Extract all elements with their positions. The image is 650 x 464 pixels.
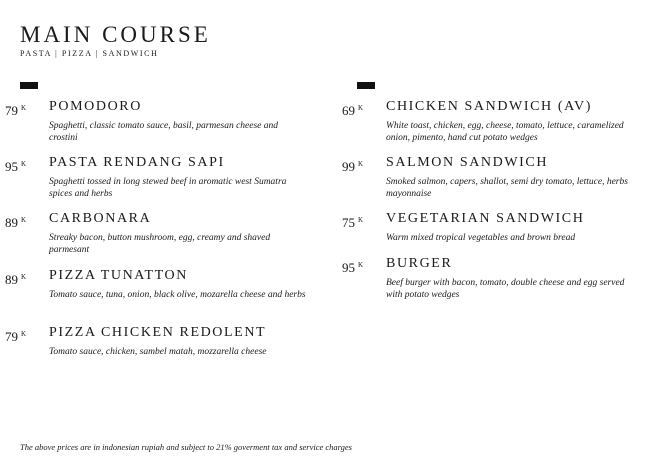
menu-item <box>342 154 650 210</box>
item-name: PIZZA CHICKEN REDOLENT <box>49 325 267 340</box>
menu-item <box>5 210 329 267</box>
item-description: Streaky bacon, button mushroom, egg, creamy and shaved parmesant <box>49 233 271 255</box>
item-name: CHICKEN SANDWICH (AV) <box>386 99 593 114</box>
item-price: 79 $^K$ <box>5 329 27 344</box>
item-name: CARBONARA <box>49 211 152 226</box>
item-description: Spaghetti tossed in long stewed beef in aromatic west Sumatra spices and herbs <box>49 177 287 199</box>
item-name: PASTA RENDANG SAPI <box>49 155 225 170</box>
item-price: 89 $^K$ <box>5 215 27 230</box>
right-column <box>342 98 650 311</box>
right-column-marker <box>357 82 375 89</box>
item-price: 79 $^K$ <box>5 103 27 118</box>
price-footnote: The above prices are in indonesian rupiah and subject to 21% goverment tax and service charges <box>20 442 352 452</box>
item-price: 75 $^K$ <box>342 215 364 230</box>
item-name: PIZZA TUNATTON <box>49 268 188 283</box>
item-name: VEGETARIAN SANDWICH <box>386 211 585 226</box>
menu-item <box>342 255 650 311</box>
item-description: Beef burger with bacon, tomato, double cheese and egg served with potato wedges <box>386 278 625 300</box>
menu-item <box>342 98 650 154</box>
item-description: Spaghetti, classic tomato sauce, basil, parmesan cheese and crostini <box>49 121 279 143</box>
item-price: 95 $^K$ <box>342 260 364 275</box>
menu-title: MAIN COURSE <box>20 22 211 47</box>
item-price: 89 $^K$ <box>5 272 27 287</box>
menu-item <box>5 267 329 324</box>
menu-item <box>5 154 329 210</box>
menu-item <box>342 210 650 255</box>
item-description: Smoked salmon, capers, shallot, semi dry tomato, lettuce, herbs mayonnaise <box>386 177 628 199</box>
item-description: Tomato sauce, tuna, onion, black olive, mozarella cheese and herbs <box>49 290 306 300</box>
item-name: BURGER <box>386 256 453 271</box>
item-name: POMODORO <box>49 99 142 114</box>
menu-item <box>5 98 329 154</box>
menu-item <box>5 324 329 364</box>
left-column <box>5 98 329 364</box>
item-price: 95 $^K$ <box>5 159 27 174</box>
menu-subtitle: PASTA | PIZZA | SANDWICH <box>20 49 159 58</box>
item-name: SALMON SANDWICH <box>386 155 549 170</box>
item-price: 99 $^K$ <box>342 159 364 174</box>
left-column-marker <box>20 82 38 89</box>
item-description: Warm mixed tropical vegetables and brown bread <box>386 233 576 243</box>
item-description: Tomato sauce, chicken, sambel matah, mozzarella cheese <box>49 347 267 357</box>
item-price: 69 $^K$ <box>342 103 364 118</box>
item-description: White toast, chicken, egg, cheese, tomato, lettuce, caramelized onion, pimento, hand cut potato wedges <box>386 121 624 143</box>
